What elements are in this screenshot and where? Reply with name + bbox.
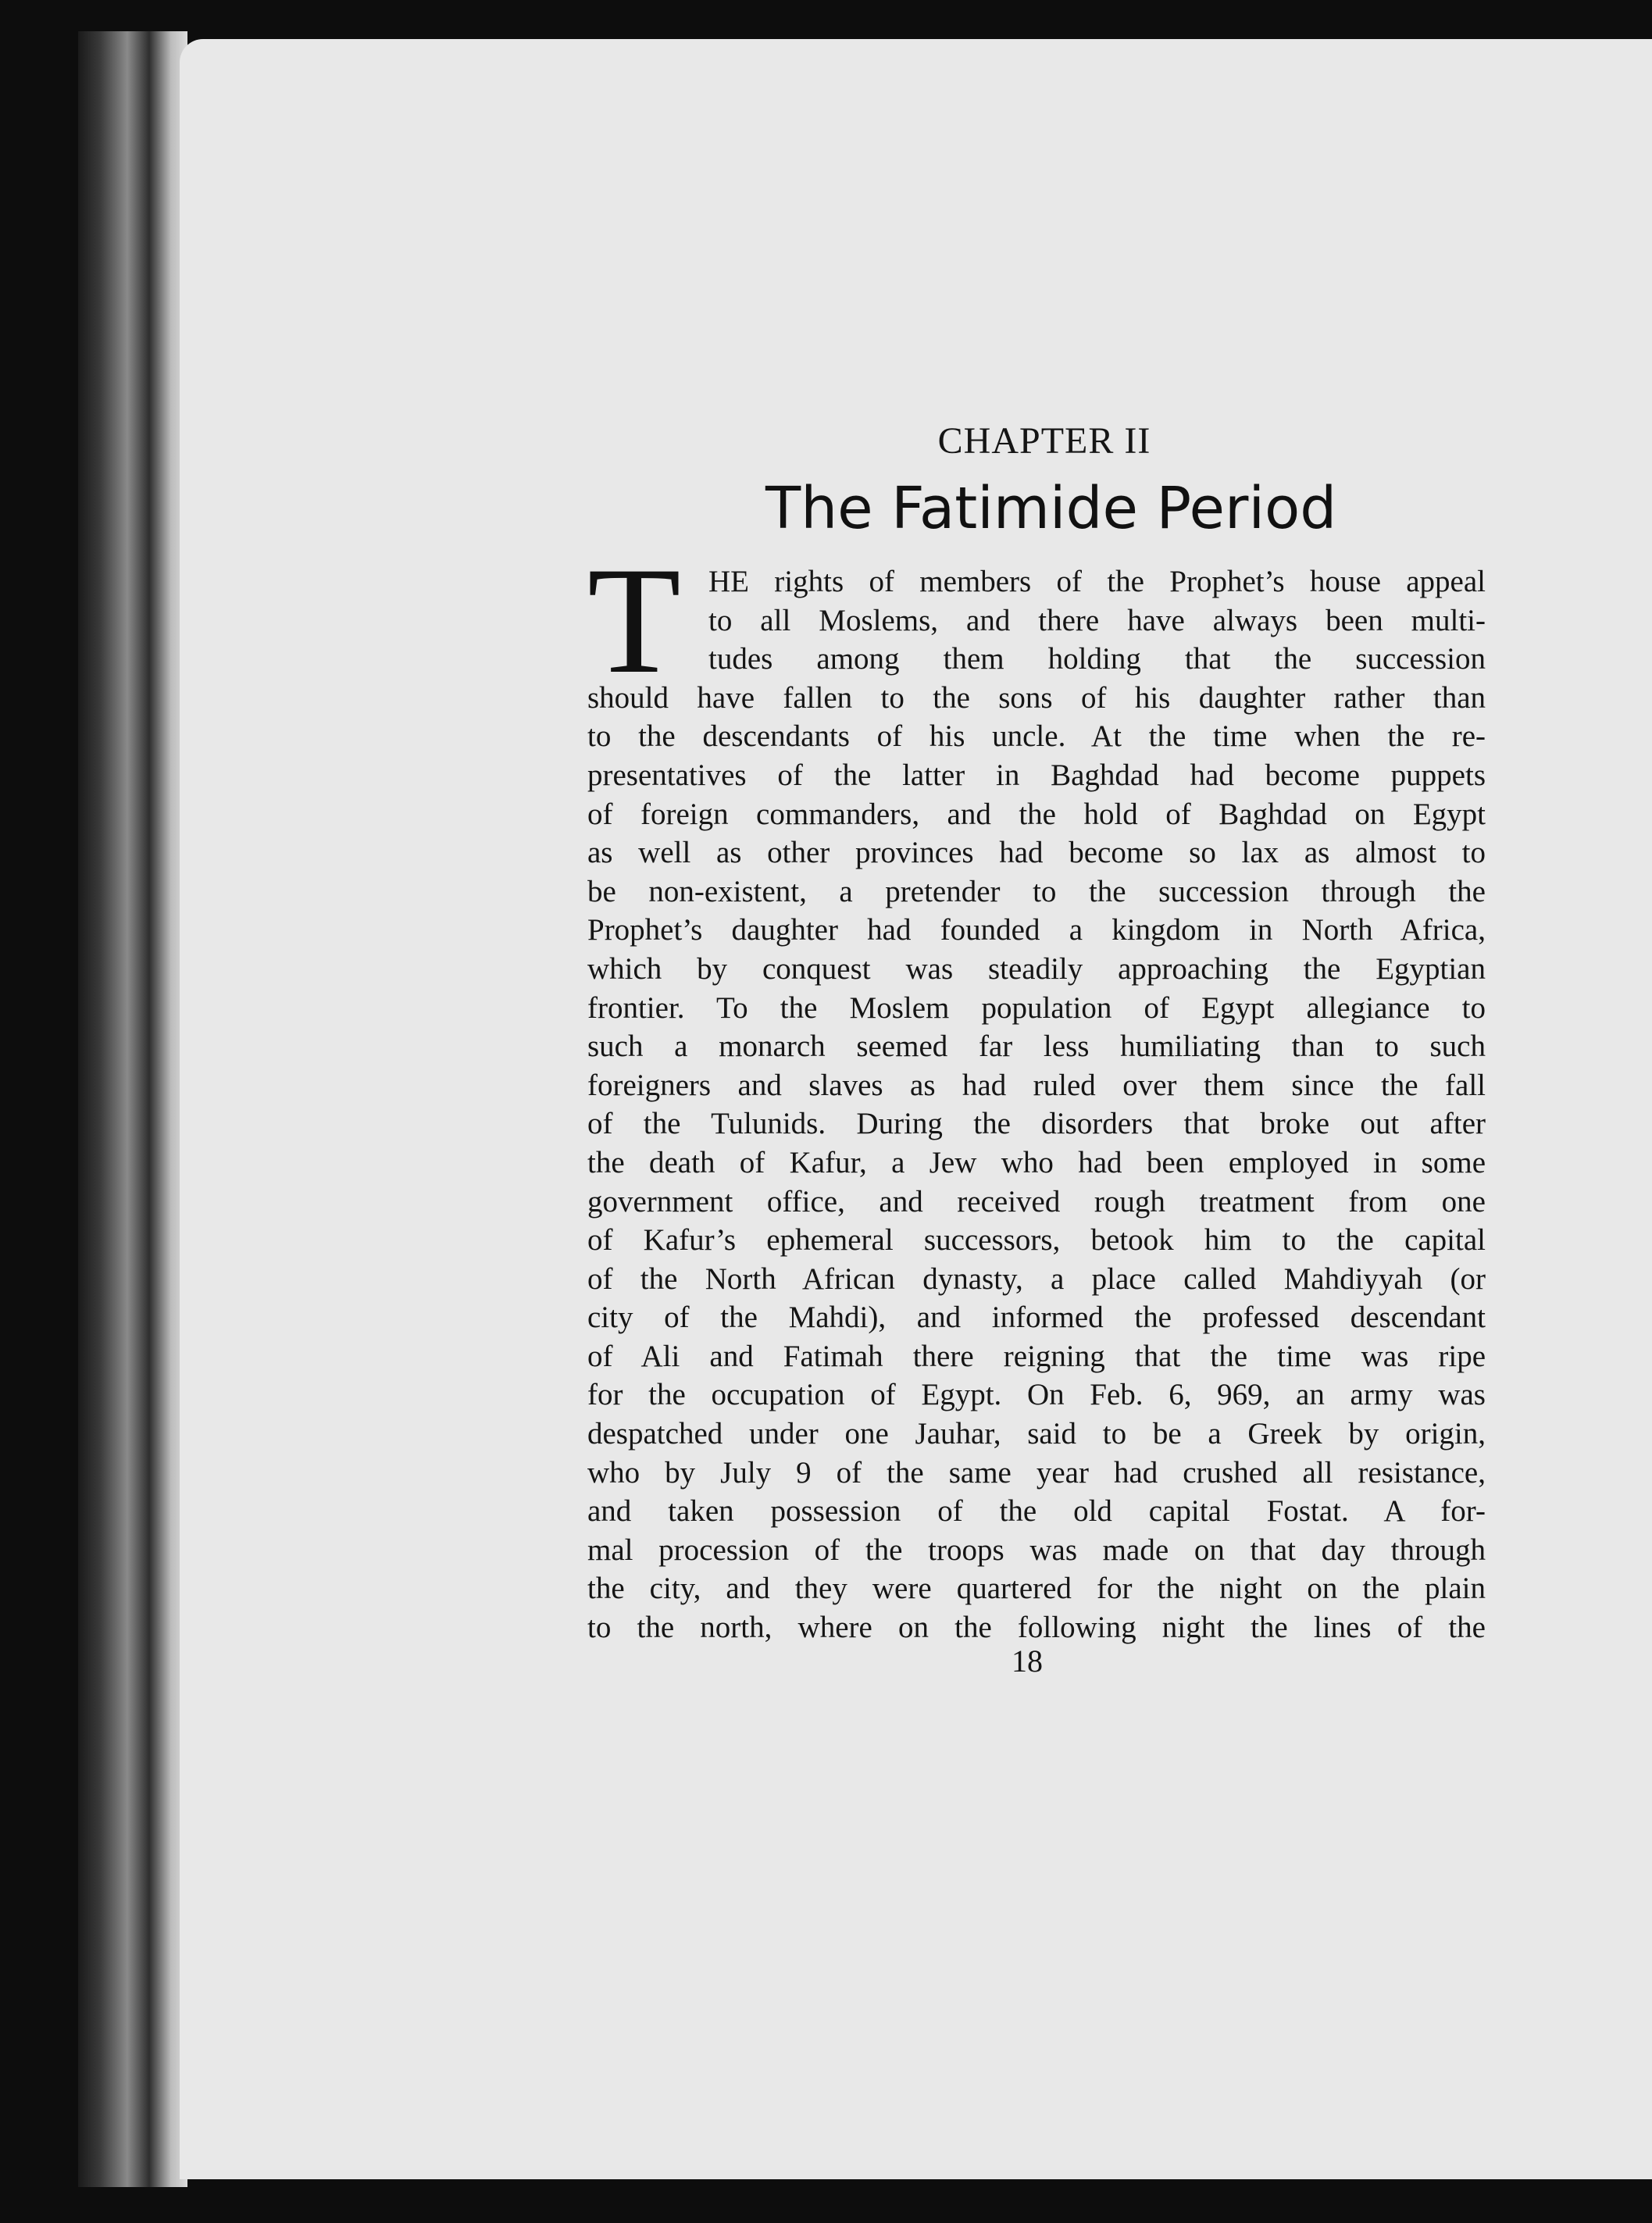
page-number: 18 bbox=[1012, 1643, 1043, 1679]
chapter-title: The Fatimide Period bbox=[765, 475, 1337, 542]
text-line: should have fallen to the sons of his daughter rather than bbox=[587, 680, 1486, 715]
text-line: as well as other provinces had become so lax as almost to bbox=[587, 836, 1486, 870]
text-line: and taken possession of the old capital Fostat. A for- bbox=[587, 1494, 1486, 1529]
text-line: of the Tulunids. During the disorders that broke out after bbox=[587, 1107, 1486, 1141]
text-line: who by July 9 of the same year had crushed all resistance, bbox=[587, 1455, 1486, 1490]
text-line: to the north, where on the following night the lines of the bbox=[587, 1611, 1486, 1645]
text-line: foreigners and slaves as had ruled over them since the fall bbox=[587, 1068, 1486, 1102]
body-text bbox=[587, 536, 1486, 1647]
text-line: for the occupation of Egypt. On Feb. 6, 969, an army was bbox=[587, 1378, 1486, 1412]
text-line: which by conquest was steadily approaching the Egyptian bbox=[587, 951, 1486, 986]
chapter-label: CHAPTER II bbox=[937, 420, 1151, 462]
text-line: be non-existent, a pretender to the succession through the bbox=[587, 874, 1486, 908]
text-line: such a monarch seemed far less humiliating than to such bbox=[587, 1029, 1486, 1064]
text-line: frontier. To the Moslem population of Egypt allegiance to bbox=[587, 990, 1486, 1025]
drop-cap: T bbox=[587, 536, 681, 705]
text-line: mal procession of the troops was made on that day through bbox=[587, 1533, 1486, 1567]
text-line: to the descendants of his uncle. At the time when the re- bbox=[587, 719, 1486, 754]
text-line: Prophet’s daughter had founded a kingdom in North Africa, bbox=[587, 913, 1486, 947]
text-line: despatched under one Jauhar, said to be a Greek by origin, bbox=[587, 1417, 1486, 1451]
text-line: of Ali and Fatimah there reigning that the time was ripe bbox=[587, 1339, 1486, 1373]
book-binding-edge bbox=[78, 31, 187, 2187]
text-line: city of the Mahdi), and informed the professed descendant bbox=[587, 1301, 1486, 1335]
text-line: tudes among them holding that the succession bbox=[708, 642, 1486, 676]
text-line: the city, and they were quartered for the night on the plain bbox=[587, 1572, 1486, 1606]
text-line: of the North African dynasty, a place called Mahdiyyah (or bbox=[587, 1261, 1486, 1296]
text-line: presentatives of the latter in Baghdad had become puppets bbox=[587, 758, 1486, 792]
text-line: to all Moslems, and there have always been multi- bbox=[708, 603, 1486, 637]
text-line: HE rights of members of the Prophet’s house appeal bbox=[708, 565, 1486, 598]
text-line: government office, and received rough treatment from one bbox=[587, 1184, 1486, 1219]
text-line: of Kafur’s ephemeral successors, betook him to the capital bbox=[587, 1223, 1486, 1258]
text-line: of foreign commanders, and the hold of Baghdad on Egypt bbox=[587, 797, 1486, 831]
text-line: the death of Kafur, a Jew who had been employed in some bbox=[587, 1145, 1486, 1179]
